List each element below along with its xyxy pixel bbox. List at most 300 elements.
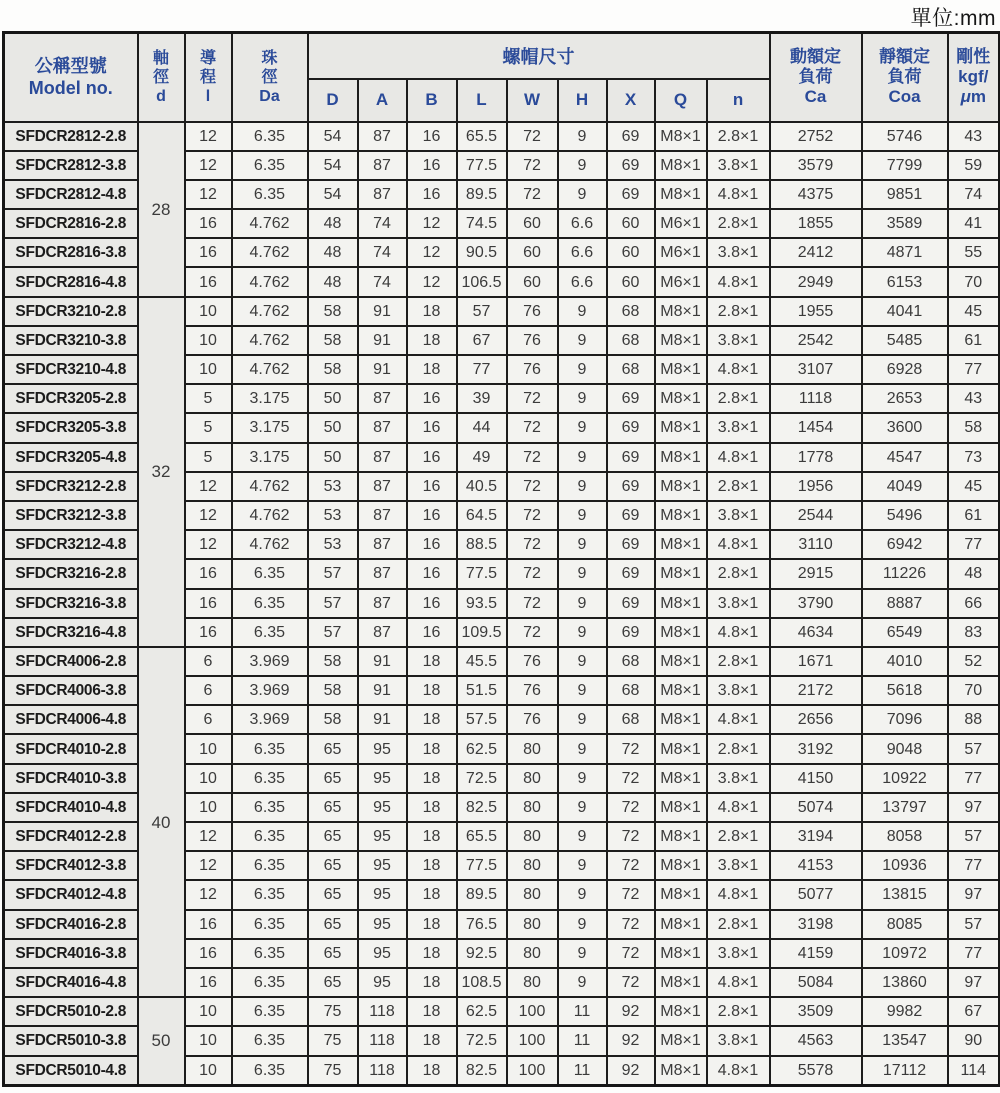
- value-cell: 49: [457, 443, 507, 472]
- value-cell: 16: [407, 122, 457, 151]
- model-cell: SFDCR4010-4.8: [4, 793, 138, 822]
- value-cell: 95: [358, 968, 407, 997]
- value-cell: 2.8×1: [707, 297, 770, 326]
- model-cell: SFDCR2816-4.8: [4, 267, 138, 296]
- value-cell: 18: [407, 647, 457, 676]
- value-cell: 75: [308, 997, 358, 1026]
- unit-label: 單位:mm: [910, 7, 996, 30]
- value-cell: 3198: [770, 910, 862, 939]
- value-cell: 45: [948, 472, 1000, 501]
- value-cell: M8×1: [655, 589, 707, 618]
- value-cell: 6.35: [232, 1026, 308, 1055]
- value-cell: 57: [308, 559, 358, 588]
- value-cell: 16: [185, 559, 232, 588]
- value-cell: 3.969: [232, 647, 308, 676]
- value-cell: 2.8×1: [707, 472, 770, 501]
- value-cell: M8×1: [655, 559, 707, 588]
- value-cell: 9: [558, 122, 607, 151]
- value-cell: 9: [558, 939, 607, 968]
- value-cell: 6: [185, 705, 232, 734]
- value-cell: 18: [407, 793, 457, 822]
- value-cell: 18: [407, 326, 457, 355]
- value-cell: 4.762: [232, 267, 308, 296]
- value-cell: 69: [607, 501, 655, 530]
- value-cell: 4.762: [232, 209, 308, 238]
- value-cell: 9: [558, 501, 607, 530]
- value-cell: 18: [407, 851, 457, 880]
- value-cell: 4153: [770, 851, 862, 880]
- value-cell: 89.5: [457, 880, 507, 909]
- value-cell: 5077: [770, 880, 862, 909]
- model-cell: SFDCR4012-4.8: [4, 880, 138, 909]
- value-cell: 88: [948, 705, 1000, 734]
- value-cell: 3.8×1: [707, 413, 770, 442]
- value-cell: 91: [358, 326, 407, 355]
- value-cell: M6×1: [655, 267, 707, 296]
- value-cell: 1454: [770, 413, 862, 442]
- value-cell: 9: [558, 647, 607, 676]
- value-cell: 65: [308, 910, 358, 939]
- value-cell: 3.8×1: [707, 151, 770, 180]
- value-cell: 5: [185, 384, 232, 413]
- value-cell: 57: [308, 589, 358, 618]
- value-cell: 6.35: [232, 939, 308, 968]
- value-cell: 6.35: [232, 1056, 308, 1086]
- value-cell: 4049: [862, 472, 948, 501]
- value-cell: 9: [558, 530, 607, 559]
- value-cell: 92: [607, 997, 655, 1026]
- value-cell: 80: [507, 910, 558, 939]
- value-cell: 5084: [770, 968, 862, 997]
- value-cell: 77: [948, 851, 1000, 880]
- value-cell: 60: [507, 209, 558, 238]
- value-cell: 6: [185, 647, 232, 676]
- model-cell: SFDCR2816-3.8: [4, 238, 138, 267]
- value-cell: 3.8×1: [707, 851, 770, 880]
- model-cell: SFDCR2812-2.8: [4, 122, 138, 151]
- value-cell: 68: [607, 647, 655, 676]
- value-cell: 65: [308, 851, 358, 880]
- value-cell: 91: [358, 297, 407, 326]
- header-col-H: H: [558, 79, 607, 122]
- value-cell: 16: [407, 618, 457, 647]
- value-cell: 4.8×1: [707, 705, 770, 734]
- value-cell: 3509: [770, 997, 862, 1026]
- value-cell: 77: [948, 530, 1000, 559]
- value-cell: 87: [358, 384, 407, 413]
- value-cell: 9: [558, 151, 607, 180]
- value-cell: 75: [308, 1056, 358, 1086]
- value-cell: 6928: [862, 355, 948, 384]
- value-cell: 77.5: [457, 559, 507, 588]
- value-cell: 6153: [862, 267, 948, 296]
- value-cell: 72: [507, 589, 558, 618]
- value-cell: 114: [948, 1056, 1000, 1086]
- value-cell: 74: [358, 267, 407, 296]
- value-cell: 6.35: [232, 968, 308, 997]
- value-cell: 58: [308, 297, 358, 326]
- value-cell: 10922: [862, 764, 948, 793]
- value-cell: 18: [407, 355, 457, 384]
- value-cell: 2.8×1: [707, 209, 770, 238]
- value-cell: M8×1: [655, 1026, 707, 1055]
- value-cell: 39: [457, 384, 507, 413]
- value-cell: 16: [407, 180, 457, 209]
- model-cell: SFDCR3205-2.8: [4, 384, 138, 413]
- value-cell: 90: [948, 1026, 1000, 1055]
- value-cell: 2.8×1: [707, 822, 770, 851]
- value-cell: 77: [948, 764, 1000, 793]
- value-cell: 109.5: [457, 618, 507, 647]
- value-cell: 6.6: [558, 238, 607, 267]
- value-cell: 72: [607, 910, 655, 939]
- value-cell: 69: [607, 122, 655, 151]
- value-cell: M8×1: [655, 413, 707, 442]
- header-model: [4, 33, 138, 122]
- value-cell: 11: [558, 1026, 607, 1055]
- value-cell: 80: [507, 822, 558, 851]
- value-cell: 65: [308, 734, 358, 763]
- value-cell: 48: [948, 559, 1000, 588]
- value-cell: 60: [507, 238, 558, 267]
- value-cell: 87: [358, 122, 407, 151]
- value-cell: 48: [308, 209, 358, 238]
- value-cell: 62.5: [457, 734, 507, 763]
- value-cell: 18: [407, 1026, 457, 1055]
- value-cell: 3.8×1: [707, 589, 770, 618]
- value-cell: 4.8×1: [707, 1056, 770, 1086]
- header-col-n: n: [707, 79, 770, 122]
- value-cell: 80: [507, 968, 558, 997]
- value-cell: 3192: [770, 734, 862, 763]
- value-cell: 9: [558, 880, 607, 909]
- value-cell: 6.35: [232, 151, 308, 180]
- value-cell: 91: [358, 676, 407, 705]
- value-cell: 9: [558, 559, 607, 588]
- value-cell: 72: [607, 939, 655, 968]
- value-cell: 9: [558, 793, 607, 822]
- value-cell: 50: [308, 413, 358, 442]
- header-lead: 導 程 l: [185, 33, 232, 122]
- value-cell: 72: [507, 384, 558, 413]
- value-cell: 4.762: [232, 501, 308, 530]
- value-cell: 18: [407, 734, 457, 763]
- value-cell: 87: [358, 472, 407, 501]
- value-cell: 69: [607, 559, 655, 588]
- value-cell: 6.35: [232, 734, 308, 763]
- value-cell: 9982: [862, 997, 948, 1026]
- value-cell: 3.8×1: [707, 501, 770, 530]
- value-cell: 59: [948, 151, 1000, 180]
- value-cell: 4.8×1: [707, 443, 770, 472]
- value-cell: 48: [308, 238, 358, 267]
- value-cell: 41: [948, 209, 1000, 238]
- model-cell: SFDCR3205-3.8: [4, 413, 138, 442]
- value-cell: 18: [407, 822, 457, 851]
- value-cell: 68: [607, 297, 655, 326]
- value-cell: 4.762: [232, 297, 308, 326]
- value-cell: 9: [558, 734, 607, 763]
- model-cell: SFDCR4006-4.8: [4, 705, 138, 734]
- value-cell: M8×1: [655, 822, 707, 851]
- value-cell: 12: [407, 267, 457, 296]
- value-cell: 76: [507, 355, 558, 384]
- value-cell: 95: [358, 880, 407, 909]
- value-cell: 69: [607, 151, 655, 180]
- value-cell: 50: [308, 384, 358, 413]
- value-cell: 3600: [862, 413, 948, 442]
- value-cell: 2544: [770, 501, 862, 530]
- value-cell: 9851: [862, 180, 948, 209]
- value-cell: M8×1: [655, 880, 707, 909]
- value-cell: 76: [507, 676, 558, 705]
- value-cell: M8×1: [655, 618, 707, 647]
- model-cell: SFDCR3210-2.8: [4, 297, 138, 326]
- value-cell: 95: [358, 851, 407, 880]
- value-cell: 4.8×1: [707, 355, 770, 384]
- value-cell: 68: [607, 676, 655, 705]
- value-cell: 2412: [770, 238, 862, 267]
- value-cell: 9: [558, 822, 607, 851]
- value-cell: 95: [358, 734, 407, 763]
- value-cell: 4.762: [232, 238, 308, 267]
- value-cell: 60: [607, 209, 655, 238]
- model-cell: SFDCR4006-2.8: [4, 647, 138, 676]
- value-cell: 57: [457, 297, 507, 326]
- value-cell: 87: [358, 618, 407, 647]
- value-cell: M8×1: [655, 968, 707, 997]
- value-cell: 10: [185, 355, 232, 384]
- value-cell: 18: [407, 939, 457, 968]
- value-cell: 74: [948, 180, 1000, 209]
- model-cell: SFDCR4012-2.8: [4, 822, 138, 851]
- value-cell: 87: [358, 559, 407, 588]
- value-cell: 82.5: [457, 793, 507, 822]
- value-cell: 10: [185, 326, 232, 355]
- value-cell: 6.35: [232, 910, 308, 939]
- value-cell: 77.5: [457, 151, 507, 180]
- value-cell: 87: [358, 501, 407, 530]
- value-cell: 9: [558, 968, 607, 997]
- value-cell: 3.8×1: [707, 764, 770, 793]
- table-row: [4, 997, 1000, 1026]
- value-cell: 4159: [770, 939, 862, 968]
- value-cell: M8×1: [655, 297, 707, 326]
- value-cell: 72: [507, 180, 558, 209]
- value-cell: M8×1: [655, 851, 707, 880]
- value-cell: 58: [308, 647, 358, 676]
- value-cell: 11: [558, 997, 607, 1026]
- value-cell: 95: [358, 939, 407, 968]
- value-cell: 65.5: [457, 122, 507, 151]
- value-cell: 4634: [770, 618, 862, 647]
- value-cell: 1956: [770, 472, 862, 501]
- value-cell: 3.969: [232, 676, 308, 705]
- model-cell: SFDCR5010-3.8: [4, 1026, 138, 1055]
- value-cell: 9: [558, 910, 607, 939]
- value-cell: 4563: [770, 1026, 862, 1055]
- value-cell: 54: [308, 151, 358, 180]
- value-cell: 80: [507, 764, 558, 793]
- value-cell: 82.5: [457, 1056, 507, 1086]
- value-cell: 9: [558, 355, 607, 384]
- value-cell: 3.8×1: [707, 1026, 770, 1055]
- value-cell: 74.5: [457, 209, 507, 238]
- value-cell: 57: [948, 910, 1000, 939]
- value-cell: 6.35: [232, 618, 308, 647]
- value-cell: 68: [607, 326, 655, 355]
- value-cell: 4.8×1: [707, 180, 770, 209]
- value-cell: 18: [407, 997, 457, 1026]
- model-cell: SFDCR3216-3.8: [4, 589, 138, 618]
- value-cell: 16: [185, 267, 232, 296]
- value-cell: 9: [558, 676, 607, 705]
- value-cell: 69: [607, 443, 655, 472]
- value-cell: 18: [407, 676, 457, 705]
- model-cell: SFDCR4010-2.8: [4, 734, 138, 763]
- value-cell: 16: [407, 443, 457, 472]
- table-row: [4, 647, 1000, 676]
- value-cell: 48: [308, 267, 358, 296]
- model-cell: SFDCR4010-3.8: [4, 764, 138, 793]
- value-cell: 12: [185, 880, 232, 909]
- header-model-en: Model no.: [28, 78, 113, 99]
- value-cell: 9: [558, 618, 607, 647]
- value-cell: 8085: [862, 910, 948, 939]
- value-cell: 4150: [770, 764, 862, 793]
- value-cell: 3.8×1: [707, 238, 770, 267]
- value-cell: 95: [358, 764, 407, 793]
- value-cell: 72: [507, 472, 558, 501]
- value-cell: 97: [948, 968, 1000, 997]
- value-cell: 66: [948, 589, 1000, 618]
- value-cell: 80: [507, 734, 558, 763]
- value-cell: 97: [948, 793, 1000, 822]
- value-cell: 72: [607, 734, 655, 763]
- value-cell: 76: [507, 705, 558, 734]
- value-cell: 16: [185, 968, 232, 997]
- model-cell: SFDCR3210-4.8: [4, 355, 138, 384]
- value-cell: M8×1: [655, 472, 707, 501]
- value-cell: 70: [948, 676, 1000, 705]
- value-cell: 2653: [862, 384, 948, 413]
- value-cell: 83: [948, 618, 1000, 647]
- header-col-A: A: [358, 79, 407, 122]
- value-cell: 3.969: [232, 705, 308, 734]
- header-static-load: 靜額定 負荷 Coa: [862, 33, 948, 122]
- value-cell: 108.5: [457, 968, 507, 997]
- value-cell: 92: [607, 1056, 655, 1086]
- value-cell: 87: [358, 180, 407, 209]
- value-cell: 54: [308, 122, 358, 151]
- value-cell: 60: [607, 267, 655, 296]
- value-cell: 6.35: [232, 180, 308, 209]
- value-cell: 65.5: [457, 822, 507, 851]
- value-cell: 6: [185, 676, 232, 705]
- value-cell: 51.5: [457, 676, 507, 705]
- value-cell: M8×1: [655, 939, 707, 968]
- value-cell: 68: [607, 705, 655, 734]
- value-cell: 5: [185, 443, 232, 472]
- value-cell: 5496: [862, 501, 948, 530]
- value-cell: 69: [607, 384, 655, 413]
- value-cell: 89.5: [457, 180, 507, 209]
- value-cell: 3790: [770, 589, 862, 618]
- value-cell: 90.5: [457, 238, 507, 267]
- value-cell: 16: [185, 618, 232, 647]
- value-cell: 16: [407, 472, 457, 501]
- value-cell: 73: [948, 443, 1000, 472]
- value-cell: 10972: [862, 939, 948, 968]
- value-cell: 6.6: [558, 267, 607, 296]
- value-cell: 9: [558, 413, 607, 442]
- value-cell: 11226: [862, 559, 948, 588]
- value-cell: 58: [308, 705, 358, 734]
- value-cell: 92.5: [457, 939, 507, 968]
- value-cell: 5746: [862, 122, 948, 151]
- value-cell: 72: [507, 151, 558, 180]
- value-cell: 18: [407, 764, 457, 793]
- value-cell: 6.35: [232, 764, 308, 793]
- value-cell: 53: [308, 501, 358, 530]
- value-cell: 80: [507, 880, 558, 909]
- header-ball-diameter: 珠 徑 Da: [232, 33, 308, 122]
- value-cell: 57: [948, 734, 1000, 763]
- value-cell: 60: [507, 267, 558, 296]
- value-cell: 106.5: [457, 267, 507, 296]
- value-cell: 100: [507, 1026, 558, 1055]
- value-cell: 118: [358, 1026, 407, 1055]
- value-cell: 77: [948, 355, 1000, 384]
- value-cell: 72: [607, 968, 655, 997]
- value-cell: M8×1: [655, 501, 707, 530]
- value-cell: 10: [185, 734, 232, 763]
- value-cell: 9: [558, 472, 607, 501]
- value-cell: 16: [185, 910, 232, 939]
- value-cell: 87: [358, 530, 407, 559]
- value-cell: 4041: [862, 297, 948, 326]
- value-cell: 43: [948, 122, 1000, 151]
- header-col-Q: Q: [655, 79, 707, 122]
- value-cell: M8×1: [655, 647, 707, 676]
- value-cell: 87: [358, 151, 407, 180]
- value-cell: 95: [358, 793, 407, 822]
- value-cell: 58: [308, 326, 358, 355]
- value-cell: 74: [358, 209, 407, 238]
- value-cell: 2.8×1: [707, 384, 770, 413]
- value-cell: 1955: [770, 297, 862, 326]
- value-cell: M8×1: [655, 676, 707, 705]
- value-cell: 16: [407, 151, 457, 180]
- model-cell: SFDCR4006-3.8: [4, 676, 138, 705]
- value-cell: M8×1: [655, 326, 707, 355]
- value-cell: 2.8×1: [707, 997, 770, 1026]
- value-cell: 69: [607, 180, 655, 209]
- value-cell: 18: [407, 297, 457, 326]
- value-cell: 1671: [770, 647, 862, 676]
- value-cell: 16: [185, 209, 232, 238]
- value-cell: 4.762: [232, 530, 308, 559]
- model-cell: SFDCR3212-4.8: [4, 530, 138, 559]
- value-cell: 18: [407, 968, 457, 997]
- value-cell: 9: [558, 851, 607, 880]
- value-cell: 91: [358, 647, 407, 676]
- value-cell: 5485: [862, 326, 948, 355]
- value-cell: 2752: [770, 122, 862, 151]
- model-cell: SFDCR3216-4.8: [4, 618, 138, 647]
- value-cell: 3579: [770, 151, 862, 180]
- value-cell: 69: [607, 589, 655, 618]
